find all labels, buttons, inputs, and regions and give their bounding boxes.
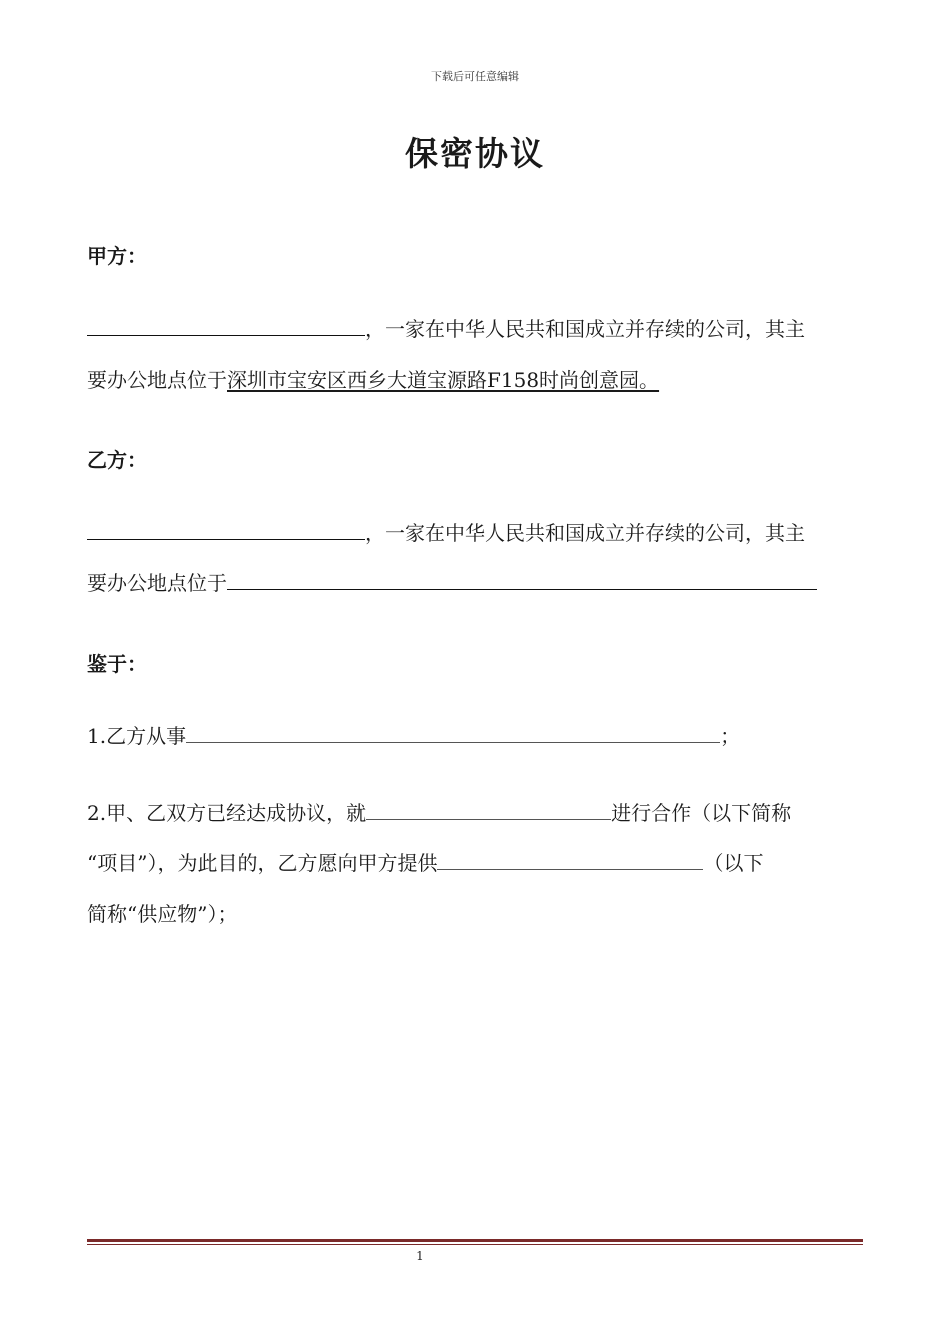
party-a-address: 深圳市宝安区西乡大道宝源路F158时尚创意园。	[227, 368, 660, 392]
whereas-item-2-prefix: 2.甲、乙双方已经达成协议，就	[87, 801, 367, 825]
whereas-label: 鉴于：	[87, 652, 147, 676]
party-a-line-1-text: ，一家在中华人民共和国成立并存续的公司，其主	[365, 317, 805, 341]
party-a-name-blank[interactable]	[87, 315, 365, 336]
party-b-line-1	[87, 519, 805, 546]
whereas-item-1-suffix: ；	[720, 724, 741, 748]
page-number: 1	[416, 1249, 424, 1263]
whereas-item-2-line-3: 简称“供应物”）；	[87, 902, 238, 926]
party-a-label: 甲方：	[87, 244, 147, 268]
party-a-line-2	[87, 367, 659, 393]
whereas-item-1-prefix: 1.乙方从事	[87, 724, 187, 748]
whereas-item-2-line-1	[87, 799, 791, 826]
whereas-item-2-supply-blank[interactable]	[437, 849, 703, 870]
whereas-item-2-line-1-suffix: 进行合作（以下简称	[611, 801, 792, 825]
party-b-label: 乙方：	[87, 448, 147, 472]
whereas-item-1-blank[interactable]	[186, 722, 720, 743]
party-b-name-blank[interactable]	[87, 519, 365, 540]
document-title: 保密协议	[405, 134, 545, 173]
party-b-address-blank[interactable]	[227, 569, 817, 590]
whereas-item-1	[87, 722, 740, 749]
header-note: 下载后可任意编辑	[431, 70, 519, 83]
whereas-item-2-project-blank[interactable]	[366, 799, 611, 820]
footer-rule-thin	[87, 1244, 863, 1245]
whereas-item-2-line-2	[87, 849, 763, 876]
party-b-line-1-text: ，一家在中华人民共和国成立并存续的公司，其主	[365, 521, 805, 545]
footer-rule-thick	[87, 1239, 863, 1242]
party-b-line-2	[87, 569, 817, 596]
party-a-address-prefix: 要办公地点位于	[87, 368, 227, 392]
whereas-item-2-line-2-suffix: （以下	[703, 851, 764, 875]
party-a-line-1	[87, 315, 805, 342]
party-b-address-prefix: 要办公地点位于	[87, 571, 227, 595]
whereas-item-2-line-2-prefix: “项目”），为此目的，乙方愿向甲方提供	[87, 851, 438, 875]
